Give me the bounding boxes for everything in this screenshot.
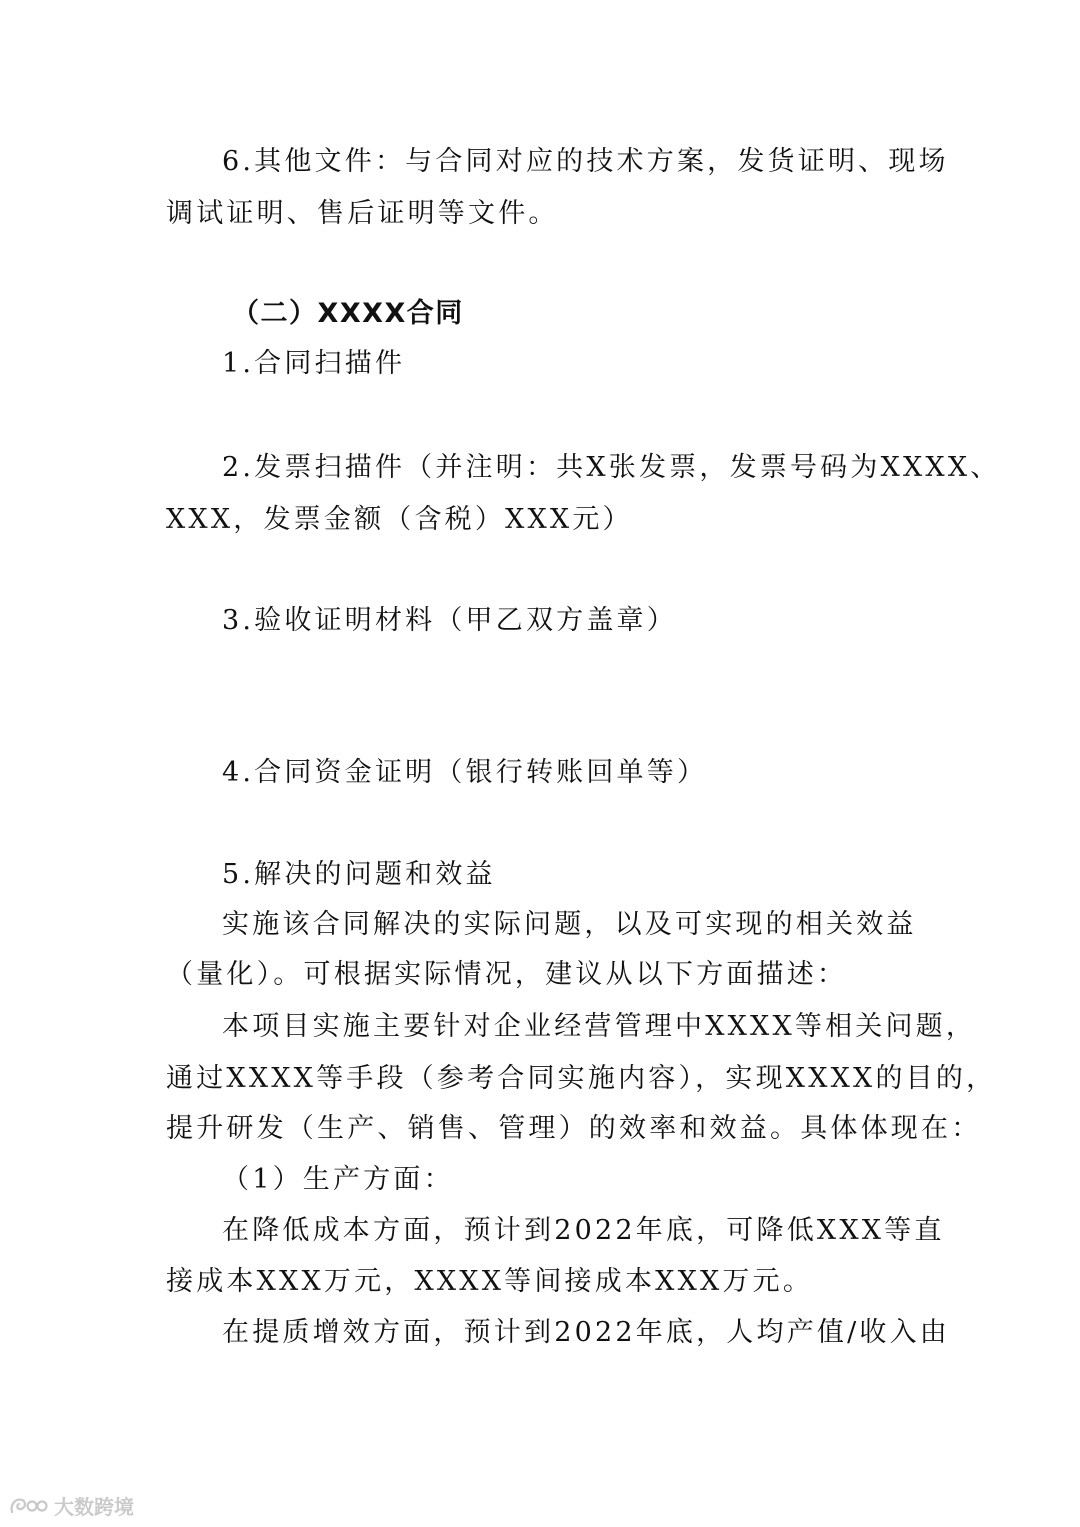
paragraph-line: XXX，发票金额（含税）XXX元） [166, 504, 633, 535]
subheading: （1）生产方面： [222, 1164, 454, 1195]
paragraph-line: 提升研发（生产、销售、管理）的效率和效益。具体体现在： [166, 1113, 982, 1144]
list-item: 3.验收证明材料（甲乙双方盖章） [222, 605, 677, 636]
list-item: 5.解决的问题和效益 [222, 859, 496, 890]
paragraph-line: （量化）。可根据实际情况，建议从以下方面描述： [166, 959, 848, 990]
list-item: 1.合同扫描件 [222, 348, 406, 379]
watermark-text: 大数跨境 [54, 1494, 134, 1519]
paragraph-line: 6.其他文件：与合同对应的技术方案，发货证明、现场 [222, 146, 949, 177]
paragraph-line: 调试证明、售后证明等文件。 [166, 198, 559, 229]
paragraph-line: 实施该合同解决的实际问题，以及可实现的相关效益 [222, 909, 917, 940]
list-item: 4.合同资金证明（银行转账回单等） [222, 757, 708, 788]
paragraph-line: 在降低成本方面，预计到2022年底，可降低XXX等直 [222, 1215, 945, 1246]
paragraph-line: 通过XXXX等手段（参考合同实施内容），实现XXXX的目的， [166, 1063, 997, 1094]
paragraph-line: 本项目实施主要针对企业经营管理中XXXX等相关问题， [222, 1011, 977, 1042]
paragraph-line: 在提质增效方面，预计到2022年底，人均产值/收入由 [222, 1317, 951, 1348]
paragraph-line: 接成本XXX万元，XXXX等间接成本XXX万元。 [166, 1266, 814, 1297]
list-item: 2.发票扫描件（并注明：共X张发票，发票号码为XXXX、 [222, 452, 1001, 483]
watermark-logo-icon [8, 1494, 48, 1516]
section-heading: （二）XXXX合同 [232, 298, 464, 329]
watermark [8, 1490, 134, 1520]
